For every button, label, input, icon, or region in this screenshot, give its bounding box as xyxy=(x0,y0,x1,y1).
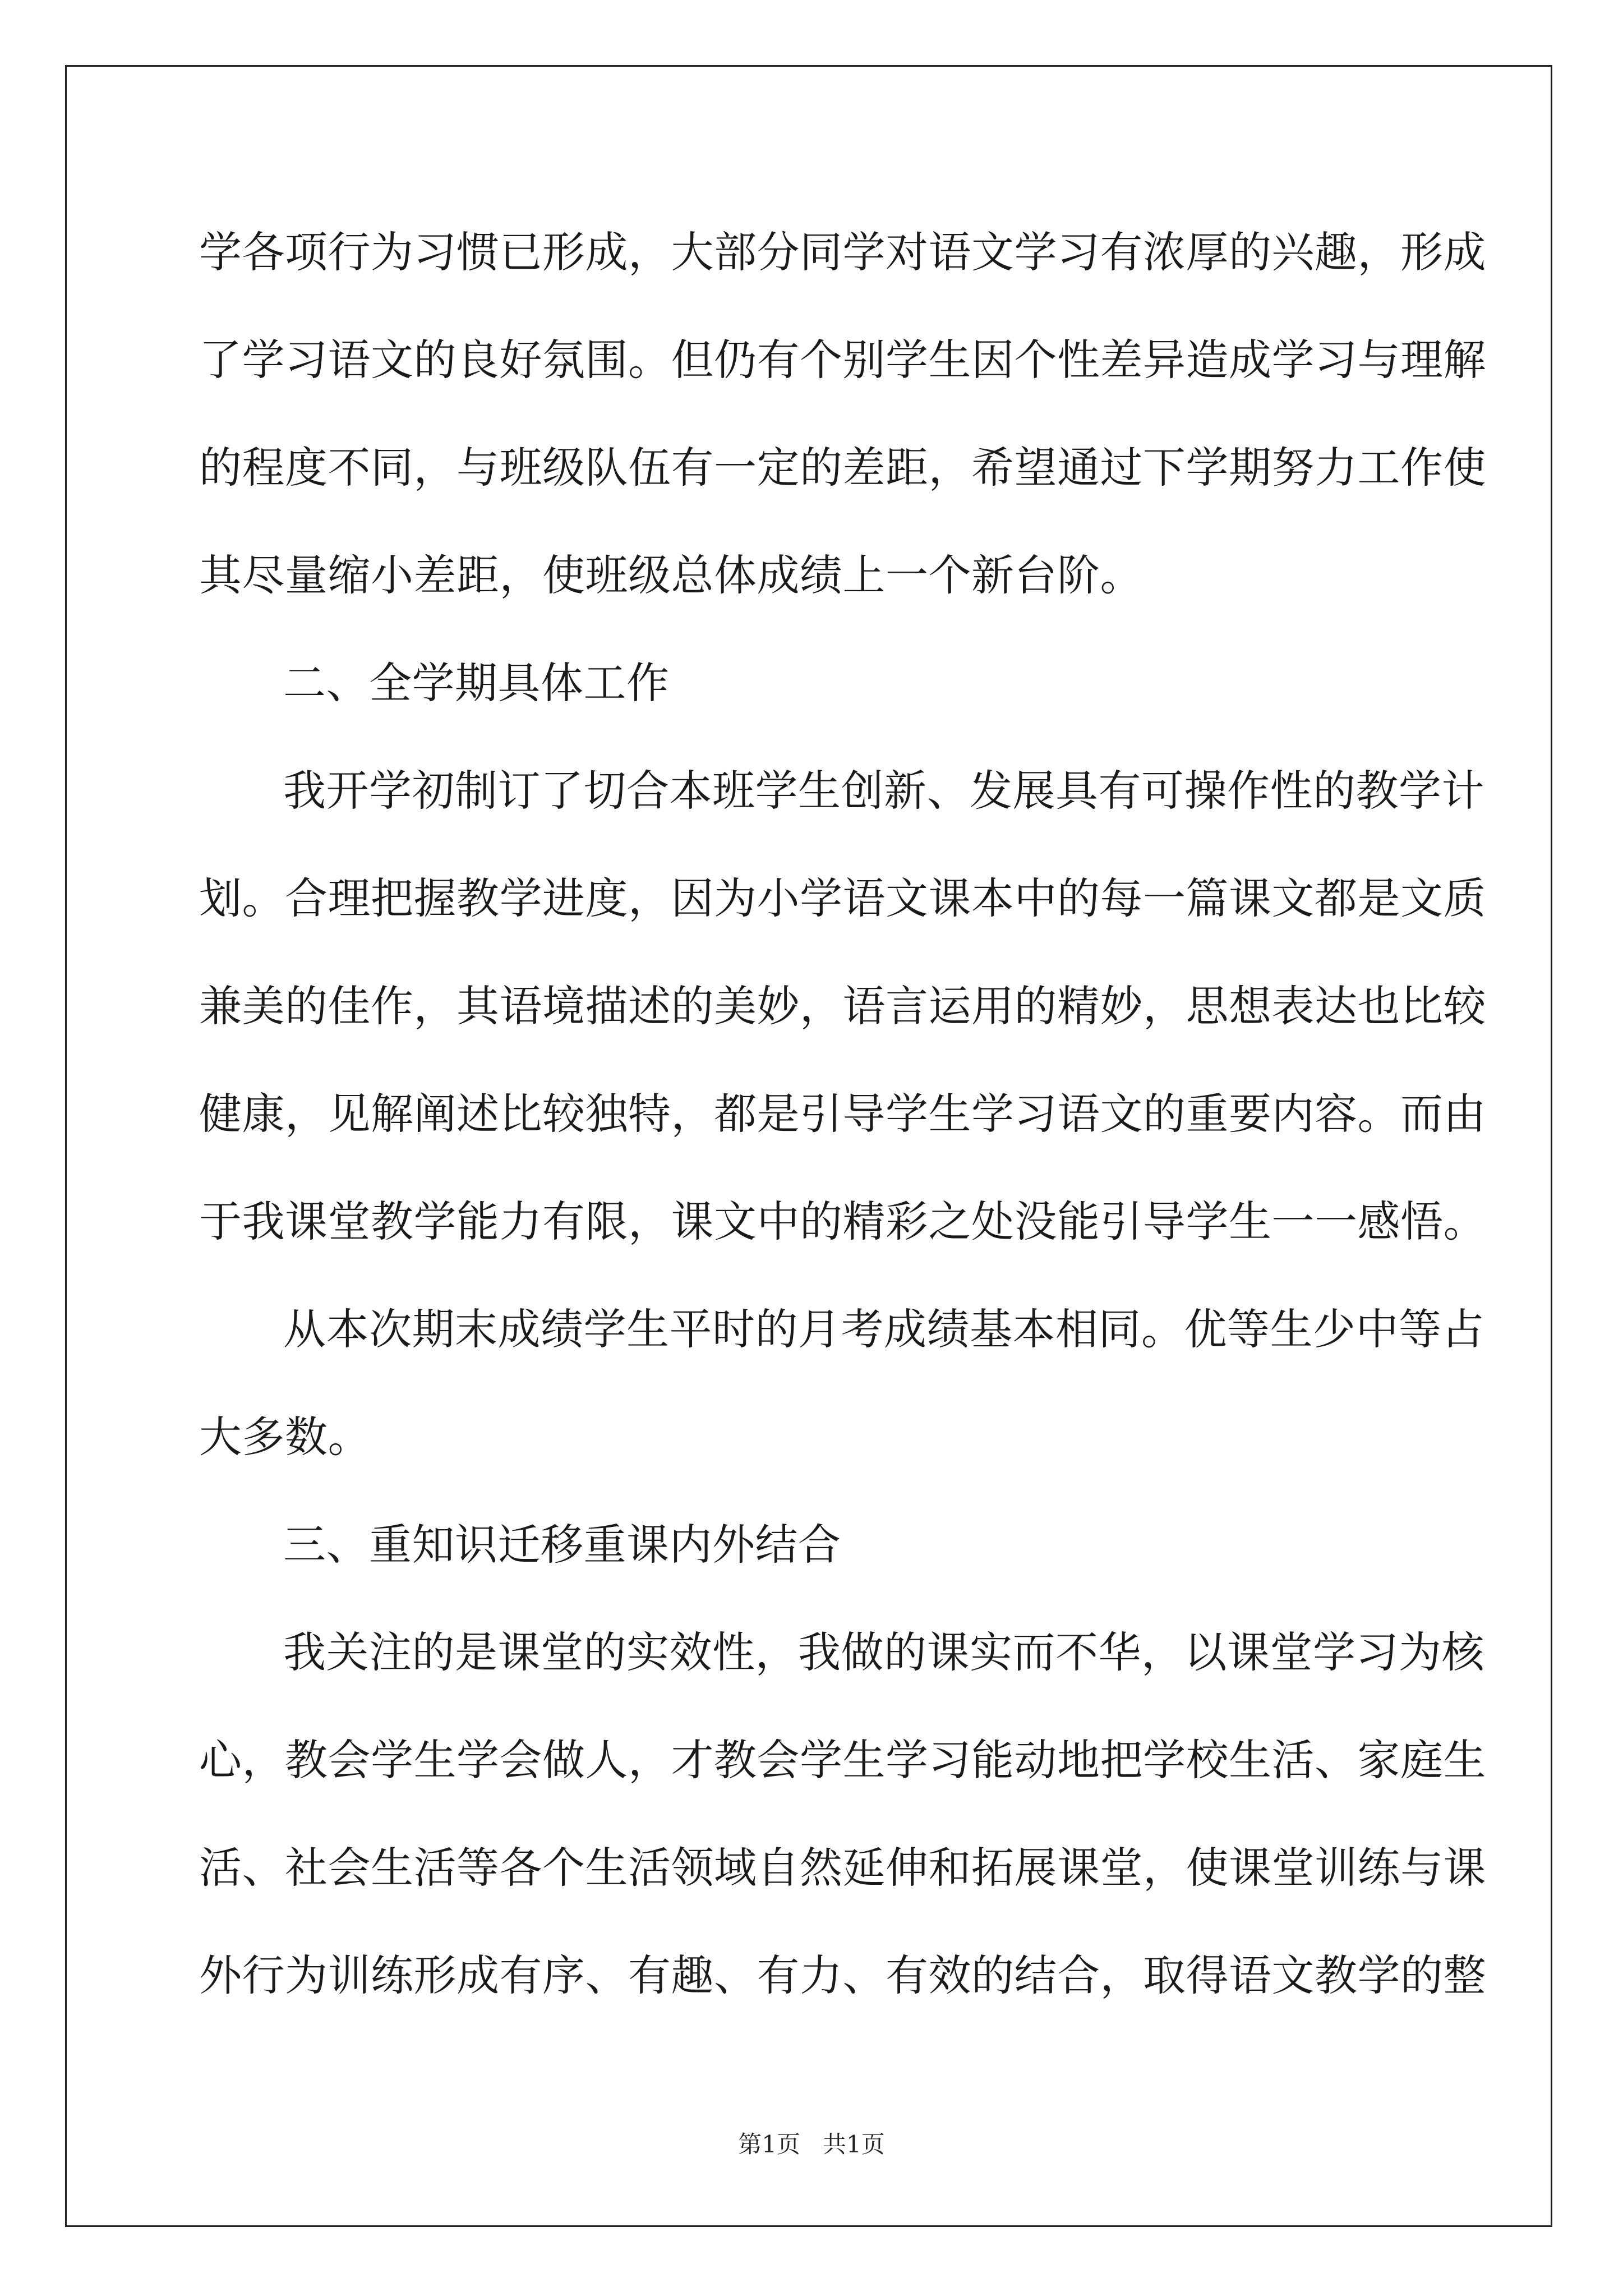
section-heading-3: 三、重知识迁移重课内外结合 xyxy=(283,1520,841,1570)
page-number-label: 第1页 xyxy=(738,2131,800,2158)
text-line-10: 于我课堂教学能力有限，课文中的精彩之处没能引导学生一一感悟。 xyxy=(199,1197,1486,1246)
text-line-1: 学各项行为习惯已形成，大部分同学对语文学习有浓厚的兴趣，形成 xyxy=(199,227,1486,277)
text-line-3: 的程度不同，与班级队伍有一定的差距，希望通过下学期努力工作使 xyxy=(199,443,1486,493)
text-line-6: 我开学初制订了切合本班学生创新、发展具有可操作性的教学计 xyxy=(283,766,1484,816)
text-line-16: 活、社会生活等各个生活领域自然延伸和拓展课堂，使课堂训练与课 xyxy=(199,1843,1486,1893)
section-heading-2: 二、全学期具体工作 xyxy=(283,658,670,708)
text-line-7: 划。合理把握教学进度，因为小学语文课本中的每一篇课文都是文质 xyxy=(199,873,1486,923)
text-line-11: 从本次期末成绩学生平时的月考成绩基本相同。优等生少中等占 xyxy=(283,1304,1484,1354)
text-line-9: 健康，见解阐述比较独特，都是引导学生学习语文的重要内容。而由 xyxy=(199,1089,1486,1139)
document-body xyxy=(199,210,1486,2041)
text-line-2: 了学习语文的良好氛围。但仍有个别学生因个性差异造成学习与理解 xyxy=(199,335,1486,385)
text-line-17: 外行为训练形成有序、有趣、有力、有效的结合，取得语文教学的整 xyxy=(199,1950,1486,2000)
text-line-8: 兼美的佳作，其语境描述的美妙，语言运用的精妙，思想表达也比较 xyxy=(199,981,1486,1031)
page-total-label: 共1页 xyxy=(823,2131,885,2158)
text-line-12: 大多数。 xyxy=(199,1412,371,1462)
footer-separator xyxy=(800,2131,823,2158)
text-line-14: 我关注的是课堂的实效性，我做的课实而不华，以课堂学习为核 xyxy=(283,1627,1484,1677)
text-line-4: 其尽量缩小差距，使班级总体成绩上一个新台阶。 xyxy=(199,550,1143,600)
text-line-15: 心，教会学生学会做人，才教会学生学习能动地把学校生活、家庭生 xyxy=(199,1735,1486,1785)
page-footer xyxy=(0,2126,1623,2160)
